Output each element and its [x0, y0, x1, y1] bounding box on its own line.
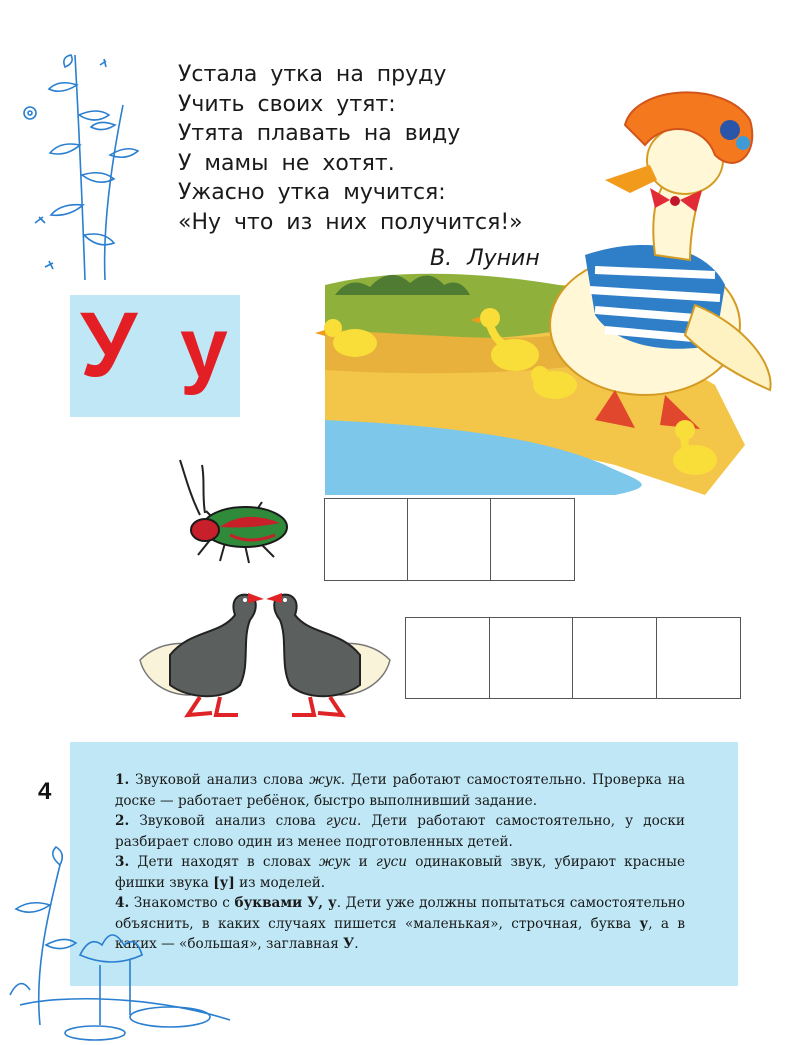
poem-line: Утята плавать на виду — [178, 121, 461, 146]
note-text: . Дети работают самостоятельно, у доски разбирает слово один из менее подготовленных детей. — [115, 813, 685, 850]
sound-cell[interactable] — [406, 618, 490, 698]
sound-cell[interactable] — [490, 618, 574, 698]
note-number: 2. — [115, 813, 130, 829]
note-text: . Дети работают самостоятельно. Проверка на доске — работает ребёнок, быстро выполнивший задание. — [115, 772, 686, 809]
note-text: , а в каких — «большая», заглавная — [115, 915, 685, 952]
sound-cell[interactable] — [657, 618, 741, 698]
water-lily-icon — [0, 845, 270, 1045]
page-number: 4 — [38, 778, 52, 805]
note-text: . — [354, 936, 359, 952]
note-word: гуси — [325, 813, 358, 829]
sound-cell[interactable] — [408, 499, 491, 580]
sound-cell[interactable] — [491, 499, 574, 580]
note-text: Дети находят в словах — [137, 854, 319, 870]
poem-line: Устала утка на пруду — [178, 62, 447, 87]
sound-cell[interactable] — [325, 499, 408, 580]
note-word: жук — [309, 772, 341, 788]
note-text: Звуковой анализ слова — [139, 813, 326, 829]
note-bold: у — [639, 915, 649, 932]
note-number: 4. — [115, 895, 130, 911]
note-number: 1. — [115, 772, 130, 788]
note-word: жук — [318, 854, 351, 870]
note-sound: [у] — [213, 874, 235, 891]
note-text: . Дети уже должны попытаться самостоятельно объяснить, в каких случаях пишется «маленькая», строчная, буква — [115, 895, 685, 932]
note-text: одинаковый звук, убирают красные фишки звука — [115, 854, 686, 891]
reed-plant-icon — [5, 45, 145, 285]
letter-card — [70, 295, 240, 417]
geese-icon — [130, 585, 400, 725]
poem-line: У мамы не хотят. — [178, 150, 395, 176]
duck-family-icon — [285, 85, 780, 500]
lowercase-letter: у — [180, 300, 228, 396]
poem-line: Учить своих утят: — [178, 91, 396, 117]
sound-model-zhuk[interactable] — [324, 498, 575, 581]
poem-line: Ужасно утка мучится: — [178, 180, 446, 205]
poem-line: «Ну что из них получится!» — [178, 209, 523, 235]
note-bold: буквами У, у — [234, 895, 337, 911]
poem-author: В. Лунин — [430, 246, 540, 271]
note-text: Знакомство с — [133, 895, 235, 911]
note-bold: У — [343, 936, 355, 952]
note-item-1 — [115, 770, 685, 811]
note-text: из моделей. — [234, 874, 326, 891]
sound-model-gusi[interactable] — [405, 617, 741, 699]
note-text: Звуковой анализ слова — [135, 772, 310, 788]
note-word: гуси — [375, 854, 408, 870]
sound-cell[interactable] — [573, 618, 657, 698]
capital-letter: У — [80, 294, 138, 396]
beetle-icon — [160, 455, 300, 575]
note-number: 3. — [115, 854, 130, 870]
note-text: и — [350, 854, 376, 870]
